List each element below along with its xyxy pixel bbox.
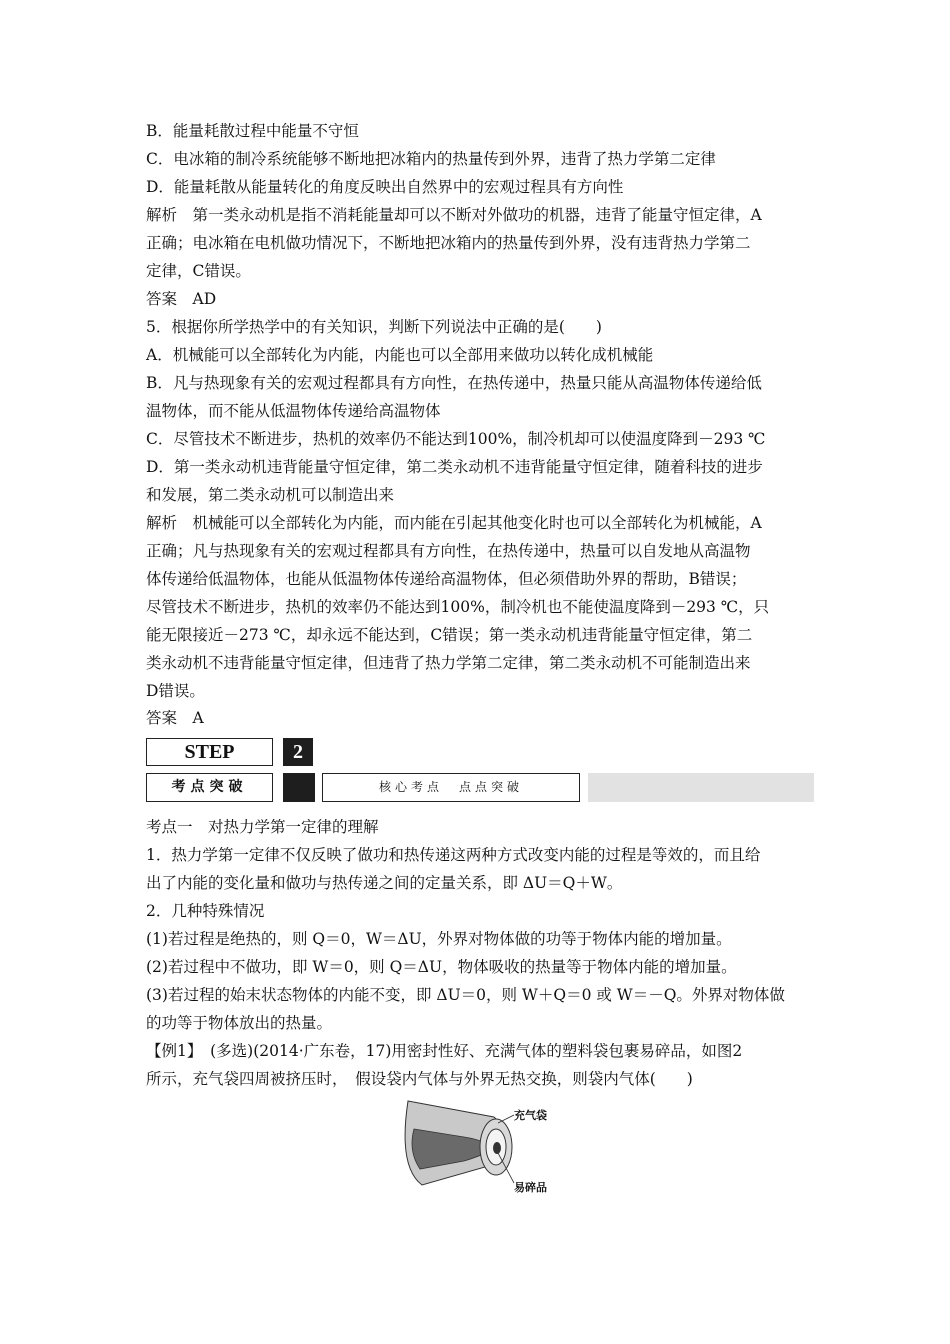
text-line: 定律，C错误。 (146, 262, 251, 280)
case-1: (1)若过程是绝热的，则 Q＝0，W＝ΔU，外界对物体做的功等于物体内能的增加量。 (146, 930, 732, 948)
text-line: 出了内能的变化量和做功与热传递之间的定量关系，即 ΔU＝Q＋W。 (146, 874, 623, 892)
text-line: 2．几种特殊情况 (146, 902, 265, 920)
text-line: D错误。 (146, 682, 205, 700)
option-d: D．第一类永动机违背能量守恒定律，第二类永动机不违背能量守恒定律，随着科技的进步 (146, 458, 763, 476)
text-line: D．能量耗散从能量转化的角度反映出自然界中的宏观过程具有方向性 (146, 178, 624, 196)
step-number: 2 (283, 738, 313, 766)
option-a: A．机械能可以全部转化为内能，内能也可以全部用来做功以转化成机械能 (146, 346, 654, 364)
section-divider-block (283, 773, 315, 802)
text-line: 解析 第一类永动机是指不消耗能量却可以不断对外做功的机器，违背了能量守恒定律，A (146, 206, 762, 224)
option-c: C．尽管技术不断进步，热机的效率仍不能达到100%，制冷机却可以使温度降到－293 ℃ (146, 430, 766, 448)
text-line: 所示，充气袋四周被挤压时， 假设袋内气体与外界无热交换，则袋内气体( ) (146, 1070, 693, 1088)
text-line: 尽管技术不断进步，热机的效率仍不能达到100%，制冷机也不能使温度降到－293 ℃，只 (146, 598, 770, 616)
section-title: 考点突破 (146, 773, 273, 802)
text-line: 类永动机不违背能量守恒定律，但违背了热力学第二定律，第二类永动机不可能制造出来 (146, 654, 751, 672)
section-heading: 考点一 对热力学第一定律的理解 (146, 818, 379, 836)
question-5: 5．根据你所学热学中的有关知识，判断下列说法中正确的是( ) (146, 318, 602, 336)
text-line: 能无限接近－273 ℃，却永远不能达到，C错误；第一类永动机违背能量守恒定律，第二 (146, 626, 753, 644)
label-fragile-item: 易碎品 (514, 1181, 547, 1194)
text-line: 温物体，而不能从低温物体传递给高温物体 (146, 402, 441, 420)
section-gray-bar (588, 773, 814, 802)
text-line: 1．热力学第一定律不仅反映了做功和热传递这两种方式改变内能的过程是等效的，而且给 (146, 846, 761, 864)
text-line: B．能量耗散过程中能量不守恒 (146, 122, 359, 140)
text-line: 的功等于物体放出的热量。 (146, 1014, 333, 1032)
example-heading: 【例1】 (多选)(2014·广东卷，17)用密封性好、充满气体的塑料袋包裹易碎品，如图2 (146, 1042, 743, 1060)
case-2: (2)若过程中不做功，即 W＝0，则 Q＝ΔU，物体吸收的热量等于物体内能的增加量。 (146, 958, 737, 976)
text-line: 和发展，第二类永动机可以制造出来 (146, 486, 395, 504)
label-air-bag: 充气袋 (514, 1109, 547, 1122)
text-line: 正确；凡与热现象有关的宏观过程都具有方向性，在热传递中，热量可以自发地从高温物 (146, 542, 751, 560)
text-line: C．电冰箱的制冷系统能够不断地把冰箱内的热量传到外界，违背了热力学第二定律 (146, 150, 716, 168)
section-subtitle: 核心考点 点点突破 (322, 773, 580, 802)
case-3: (3)若过程的始末状态物体的内能不变，即 ΔU＝0，则 W＋Q＝0 或 W＝－Q。外界对物体做 (146, 986, 785, 1004)
step-label: STEP (146, 738, 273, 766)
answer-line: 答案 A (146, 709, 204, 727)
text-line: 体传递给低温物体，也能从低温物体传递给高温物体，但必须借助外界的帮助，B错误； (146, 570, 747, 588)
analysis-line: 解析 机械能可以全部转化为内能，而内能在引起其他变化时也可以全部转化为机械能，A (146, 514, 762, 532)
answer-line: 答案 AD (146, 290, 217, 308)
air-bag-figure (394, 1093, 564, 1201)
text-line: 正确；电冰箱在电机做功情况下，不断地把冰箱内的热量传到外界，没有违背热力学第二 (146, 234, 751, 252)
option-b: B．凡与热现象有关的宏观过程都具有方向性，在热传递中，热量只能从高温物体传递给低 (146, 374, 762, 392)
